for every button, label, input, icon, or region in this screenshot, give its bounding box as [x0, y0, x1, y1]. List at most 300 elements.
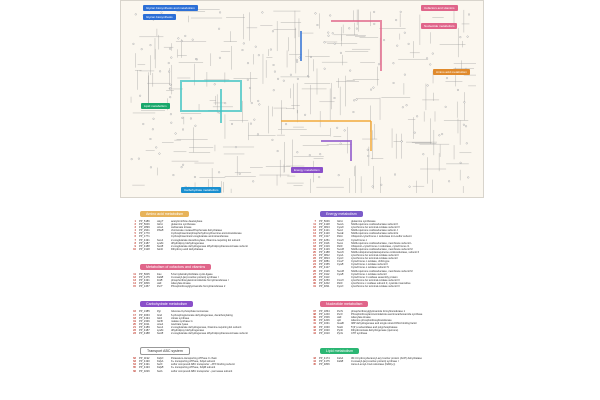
- enzyme-name: 3R-3-hydroxydecanoyl-acyl carrier protein (ACP) dehydratase: [351, 356, 422, 360]
- gene-number: 30: [313, 281, 316, 285]
- gene-symbol: SulC: [157, 363, 163, 367]
- locus-id: PP_4129: [319, 247, 330, 251]
- legend-row: [304, 363, 480, 366]
- locus-id: PP_0126: [319, 269, 330, 273]
- enzyme-name: Cytochrome c oxidase subunit II: [351, 263, 388, 267]
- enzyme-name: 2-oxoglutarate dehydrogenase dihydrolipoyltranssuccinase subunit: [171, 332, 248, 336]
- gene-symbol: CyoB: [337, 272, 344, 276]
- compound-node: [309, 154, 311, 156]
- compound-node: [247, 79, 249, 81]
- enzyme-name: NADH-quinone oxidoreductase subunit K: [351, 223, 399, 227]
- compound-node: [255, 46, 257, 48]
- enzyme-name: Phosphoribosylglycinamide formyltransferase 2: [171, 285, 226, 289]
- legend-row: [124, 285, 300, 288]
- gene-number: 17: [133, 313, 136, 317]
- enzyme-name: CTP synthase: [351, 331, 368, 335]
- compound-node: [257, 134, 259, 136]
- compound-node: [243, 43, 245, 45]
- section-title: Transport ABC system: [140, 347, 190, 355]
- compound-node: [170, 87, 172, 89]
- gene-symbol: PurN: [337, 310, 343, 314]
- gene-symbol: NuoA: [337, 223, 344, 227]
- gene-number: 19: [313, 247, 316, 251]
- gene-symbol: FabB: [337, 359, 344, 363]
- gene-number: 24: [313, 263, 316, 267]
- gene-symbol: NuoM: [337, 269, 344, 273]
- compound-node: [249, 87, 251, 89]
- compound-node: [141, 48, 143, 50]
- enzyme-name: Ubiquinol-cytochrome c reductase iron-sulfur subunit: [351, 235, 412, 239]
- gene-number: 14: [313, 232, 316, 236]
- locus-id: PP_4127: [319, 266, 330, 270]
- compound-node: [169, 96, 171, 98]
- enzyme-name: K+ transporting ATPase, KdpA subunit: [171, 360, 216, 364]
- gene-number: 20: [133, 322, 136, 326]
- compound-node: [150, 138, 152, 140]
- locus-id: PP_4191: [139, 279, 150, 283]
- gene-number: 29: [313, 278, 316, 282]
- gene-symbol: LpdG: [157, 241, 164, 245]
- gene-number: 8: [134, 241, 136, 245]
- locus-id: PP_0813: [319, 257, 330, 261]
- compound-node: [393, 62, 395, 64]
- locus-id: PP_4120: [319, 232, 330, 236]
- compound-node: [285, 123, 287, 125]
- gene-symbol: PetA: [337, 235, 343, 239]
- gene-number: 19: [133, 319, 136, 323]
- enzyme-name: phosphoribosylglycinamide formyltransferase 1: [351, 310, 406, 314]
- locus-id: PP_3128: [139, 247, 150, 251]
- gene-symbol: NuoL: [337, 241, 344, 245]
- enzyme-name: 3-oxoacyl-[acyl-carrier-protein] synthase I: [351, 359, 399, 363]
- legend-right-column: [304, 202, 480, 370]
- enzyme-name: NADH-quinone oxidoreductase, membrane subunit L: [351, 241, 412, 245]
- gene-symbol: CyoD: [337, 226, 344, 230]
- gene-symbol: SucA: [157, 325, 164, 329]
- compound-node: [135, 14, 137, 16]
- gene-symbol: CcoP: [337, 260, 344, 264]
- enzyme-name: phosphoribosylaminoimidazole formyltransferase I: [171, 279, 229, 283]
- compound-node: [383, 39, 385, 41]
- section-title: Amino acid metabolism: [140, 211, 189, 217]
- enzyme-name: Dihydroxy-acid dehydratase: [171, 247, 204, 251]
- compound-node: [139, 95, 141, 97]
- compound-node: [370, 89, 372, 91]
- gene-number: 5: [134, 232, 136, 236]
- locus-id: PP_1031: [319, 322, 330, 326]
- enzyme-name: isocitrate lyase: [171, 322, 189, 326]
- compound-node: [182, 117, 184, 119]
- compound-node: [277, 78, 279, 80]
- compound-node: [273, 89, 275, 91]
- compound-node: [467, 36, 469, 38]
- compound-node: [466, 143, 468, 145]
- gene-symbol: FabA: [337, 356, 344, 360]
- locus-id: PP_4187: [139, 328, 150, 332]
- compound-node: [319, 153, 321, 155]
- gene-number: 43: [313, 328, 316, 332]
- gene-number: 15: [313, 235, 316, 239]
- gene-number: 28: [313, 275, 316, 279]
- locus-id: PP_0112: [319, 272, 330, 276]
- compound-node: [181, 166, 183, 168]
- enzyme-name: carbamate kinase: [171, 226, 192, 230]
- locus-id: PP_4881: [319, 260, 330, 264]
- locus-id: PP_4206: [319, 319, 330, 323]
- gene-number: 10: [133, 247, 136, 251]
- gene-number: 21: [313, 254, 316, 258]
- compound-node: [327, 32, 329, 34]
- gene-symbol: GlcB: [157, 319, 163, 323]
- enzyme-name: NADH-ubiquinone/plastoquinone oxidoreductase, subunit 6: [351, 250, 420, 254]
- compound-node: [195, 125, 197, 127]
- compound-node: [402, 106, 404, 108]
- section-title: Nucleotide metabolism: [320, 301, 368, 307]
- enzyme-name: chorismate mutase/Prephenate dehydratase: [171, 229, 223, 233]
- locus-id: PP_1771: [139, 235, 150, 239]
- enzyme-name: dihydrolipoyl dehydrogenase: [171, 241, 205, 245]
- compound-node: [247, 62, 249, 64]
- locus-id: PP_4250: [319, 278, 330, 282]
- locus-id: PP_4191: [139, 238, 150, 242]
- compound-node: [427, 85, 429, 87]
- compound-node: [353, 111, 355, 113]
- legend-row: [124, 370, 300, 373]
- compound-node: [426, 58, 428, 60]
- compound-node: [182, 129, 184, 131]
- gene-number: 9: [134, 244, 136, 248]
- compound-node: [181, 40, 183, 42]
- compound-node: [250, 123, 252, 125]
- compound-node: [150, 167, 152, 169]
- gene-symbol: NuoJ: [337, 229, 344, 233]
- compound-node: [432, 53, 434, 55]
- gene-number: 16: [313, 238, 316, 242]
- locus-id: PP_5186: [139, 220, 150, 223]
- gene-symbol: SerD: [157, 247, 163, 251]
- compound-node: [142, 123, 144, 125]
- locus-id: PP_4189: [139, 325, 150, 329]
- locus-id: PP_4194: [139, 316, 150, 320]
- gene-number: 23: [133, 332, 136, 336]
- gene-number: 23: [313, 260, 316, 264]
- locus-id: PP_4806: [139, 282, 150, 286]
- enzyme-name: trans-2-enoyl-CoA reductase (NAD(+)): [351, 363, 396, 366]
- compound-node: [262, 12, 264, 14]
- compound-node: [372, 186, 374, 188]
- compound-node: [404, 32, 406, 34]
- gene-number: 3: [134, 226, 136, 230]
- compound-node: [192, 39, 194, 41]
- gene-symbol: KdpC: [157, 357, 164, 361]
- gene-number: 37: [313, 310, 316, 314]
- locus-id: PP_2336: [139, 319, 150, 323]
- compound-node: [336, 127, 338, 129]
- compound-node: [235, 146, 237, 148]
- locus-id: PP_4175: [139, 276, 150, 280]
- gene-symbol: Pgi: [157, 310, 161, 314]
- gene-number: 27: [313, 272, 316, 276]
- compound-node: [445, 106, 447, 108]
- legend-row: [304, 332, 480, 335]
- locus-id: PP_0812: [319, 254, 330, 258]
- compound-node: [348, 28, 350, 30]
- gene-number: 12: [133, 276, 136, 280]
- gene-number: 66: [133, 369, 136, 373]
- enzyme-name: cytochrome bo terminal oxidase subunit III: [351, 284, 400, 288]
- enzyme-name: Ubiquinol--cytochrome c reductase, cytochrome c1: [351, 244, 410, 248]
- enzyme-name: citrate synthase: [171, 316, 190, 320]
- section-transport: [124, 339, 300, 372]
- gene-symbol: PurC: [337, 313, 343, 317]
- compound-node: [270, 49, 272, 51]
- gene-number: 2: [134, 223, 136, 227]
- gene-number: 62: [133, 357, 136, 361]
- compound-node: [168, 71, 170, 73]
- enzyme-name: 3-oxoacyl-[acyl-carrier-protein] synthase I: [171, 276, 219, 280]
- enzyme-name: 6-phosphogluconate dehydrogenase, decarboxylating: [171, 313, 233, 317]
- gene-symbol: CyoA: [337, 254, 344, 258]
- enzyme-name: malate synthase G: [171, 319, 193, 323]
- enzyme-name: Glucose-6-phosphate isomerase: [171, 310, 209, 314]
- gene-symbol: GuaB: [337, 322, 344, 326]
- compound-node: [381, 184, 383, 186]
- compound-node: [423, 153, 425, 155]
- compound-node: [169, 48, 171, 50]
- enzyme-name: cytochrome c oxidase subunit 3, cyanide insensitive: [351, 281, 411, 285]
- gene-symbol: Fau: [157, 272, 162, 276]
- compound-node: [218, 171, 220, 173]
- gene-symbol: NuoN: [337, 250, 344, 254]
- gene-symbol: SucA: [157, 238, 164, 242]
- locus-id: PP_4188: [139, 332, 150, 336]
- gene-symbol: KdpA: [157, 360, 164, 364]
- gene-legend: [120, 198, 484, 400]
- compound-node: [307, 75, 309, 77]
- compound-node: [171, 57, 173, 59]
- locus-id: PP_4190: [139, 360, 150, 364]
- legend-left-column: [124, 202, 300, 377]
- compound-node: [401, 141, 403, 143]
- map-label-carbohydrate: Carbohydrate metabolism: [181, 187, 221, 193]
- compound-node: [439, 134, 441, 136]
- gene-symbol: SucB: [157, 244, 164, 248]
- gene-symbol: LpdG: [157, 328, 164, 332]
- compound-node: [318, 176, 320, 178]
- compound-node: [239, 173, 241, 175]
- compound-node: [218, 28, 220, 30]
- compound-node: [219, 57, 221, 59]
- highlighted-pathway: [181, 81, 241, 111]
- gene-number: 63: [133, 360, 136, 364]
- enzyme-name: Cytochrome c: [351, 238, 367, 242]
- compound-node: [356, 28, 358, 30]
- compound-node: [242, 49, 244, 51]
- gene-symbol: Gnd: [157, 313, 162, 317]
- locus-id: PP_1457: [139, 285, 150, 289]
- compound-node: [152, 128, 154, 130]
- enzyme-name: Adenine phosphoribosyltransferase: [351, 319, 392, 323]
- gene-number: 16: [133, 310, 136, 314]
- enzyme-name: cytochrome bo terminal oxidase subunit III: [351, 278, 400, 282]
- locus-id: PP_3226: [139, 369, 150, 373]
- enzyme-name: 5'(3')-nucleotidase and polyphosphatase: [351, 325, 398, 329]
- compound-node: [170, 84, 172, 86]
- locus-id: PP_0113: [319, 275, 330, 279]
- map-label-glycan-biosynthesis: Glycan biosynthesis: [143, 14, 176, 20]
- compound-node: [257, 100, 259, 102]
- compound-node: [409, 186, 411, 188]
- legend-row: [304, 285, 480, 288]
- enzyme-name: sulfur compound ABC transporter - permease subunit: [171, 369, 233, 373]
- compound-node: [296, 59, 298, 61]
- locus-id: PP_3155: [319, 263, 330, 267]
- enzyme-name: cytochrome bo terminal oxidase subunit IV: [351, 226, 400, 230]
- locus-id: PP_4188: [319, 250, 330, 254]
- compound-node: [353, 100, 355, 102]
- gene-symbol: SulA: [157, 369, 163, 373]
- enzyme-name: dihydrolipoyl dehydrogenase: [171, 328, 205, 332]
- gene-number: 22: [133, 328, 136, 332]
- compound-node: [224, 102, 226, 104]
- gene-number: 45: [313, 363, 316, 366]
- enzyme-name: 2-oxoglutarate dehydrogenase dihydrolipoyltranssuccinase subunit: [171, 244, 248, 248]
- gene-number: 20: [313, 250, 316, 254]
- compound-node: [356, 99, 358, 101]
- section-carbohydrate: [124, 292, 300, 335]
- compound-node: [219, 12, 221, 14]
- section-title: Carbohydrate metabolism: [140, 301, 193, 307]
- gene-symbol: GltA: [157, 316, 163, 320]
- enzyme-name: 3-phosphoserine/2-oxoglutarate aminotransferase: [171, 235, 229, 239]
- compound-node: [170, 122, 172, 124]
- locus-id: PP_1610: [319, 331, 330, 335]
- section-energy: [304, 202, 480, 288]
- gene-symbol: AnsA: [157, 226, 164, 230]
- gene-symbol: PyrG: [337, 331, 343, 335]
- compound-node: [153, 118, 155, 120]
- enzyme-name: Cytochrome c oxidase subunit I: [351, 272, 388, 276]
- locus-id: PP_4811: [319, 284, 330, 288]
- section-cofactors: [124, 255, 300, 288]
- locus-id: PP_0116: [319, 241, 330, 245]
- section-title: Metabolism of cofactors and vitamins: [140, 264, 211, 270]
- gene-number: 31: [313, 284, 316, 288]
- compound-node: [155, 147, 157, 149]
- enzyme-name: 5-formyltetrahydrofolate cyclo-ligase: [171, 272, 213, 276]
- gene-symbol: SucB: [157, 332, 164, 336]
- gene-number: 18: [313, 244, 316, 248]
- gene-symbol: PetC: [337, 281, 343, 285]
- locus-id: PP_5046: [139, 223, 150, 227]
- compound-node: [378, 63, 380, 65]
- compound-node: [340, 143, 342, 145]
- gene-number: 4: [134, 229, 136, 233]
- gene-symbol: Adk: [157, 282, 162, 286]
- compound-node: [416, 115, 418, 117]
- locus-id: PP_1319: [319, 244, 330, 248]
- compound-node: [373, 87, 375, 89]
- compound-node: [173, 174, 175, 176]
- enzyme-name: cytochrome bo terminal oxidase subunit II: [351, 254, 399, 258]
- locus-id: PP_4251: [319, 238, 330, 242]
- compound-node: [273, 64, 275, 66]
- locus-id: PP_0813: [319, 226, 330, 230]
- gene-number: 18: [133, 316, 136, 320]
- enzyme-name: Dihydroorotate dehydrogenase (quinone): [351, 328, 399, 332]
- compound-node: [441, 133, 443, 135]
- compound-node: [310, 56, 312, 58]
- compound-node: [344, 130, 346, 132]
- compound-node: [150, 44, 152, 46]
- locus-id: PP_4175: [319, 359, 330, 363]
- gene-symbol: NuoM: [337, 247, 344, 251]
- gene-symbol: PheB: [157, 229, 164, 233]
- gene-symbol: CcoO: [337, 278, 344, 282]
- gene-symbol: FabB: [157, 276, 164, 280]
- gene-number: 43: [313, 356, 316, 360]
- compound-node: [395, 19, 397, 21]
- gene-symbol: Adk: [337, 316, 342, 320]
- compound-node: [297, 151, 299, 153]
- locus-id: PP_1240: [319, 313, 330, 317]
- compound-node: [406, 104, 408, 106]
- section-title: Energy metabolism: [320, 211, 363, 217]
- enzyme-name: Cytochrome c oxidase, cbb3-type: [351, 260, 390, 264]
- compound-node: [446, 77, 448, 79]
- gene-symbol: GlnA: [337, 220, 343, 223]
- compound-node: [290, 74, 292, 76]
- compound-node: [367, 155, 369, 157]
- gene-number: 44: [313, 359, 316, 363]
- gene-symbol: FolB: [157, 279, 163, 283]
- compound-node: [448, 180, 450, 182]
- compound-node: [373, 11, 375, 13]
- compound-node: [214, 84, 216, 86]
- gene-symbol: Apt: [337, 319, 341, 323]
- compound-node: [272, 30, 274, 32]
- locus-id: PP_1770: [139, 232, 150, 236]
- legend-row: [124, 332, 300, 335]
- compound-node: [367, 149, 369, 151]
- compound-node: [170, 113, 172, 115]
- compound-node: [349, 70, 351, 72]
- enzyme-name: Cytochrome o oxidase subunit IV: [351, 266, 390, 270]
- gene-number: 13: [133, 279, 136, 283]
- enzyme-name: K+ transporting ATPase, KdpB subunit: [171, 366, 216, 370]
- metabolic-pathway-map: [120, 0, 484, 198]
- compound-node: [254, 119, 256, 121]
- compound-node: [182, 164, 184, 166]
- gene-symbol: CyoB: [337, 263, 344, 267]
- gene-symbol: NrdA: [337, 325, 343, 329]
- gene-number: 22: [313, 257, 316, 261]
- gene-symbol: PyrD: [337, 328, 343, 332]
- enzyme-name: NADH-quinone oxidoreductase, membrane subunit M: [351, 247, 413, 251]
- compound-node: [338, 174, 340, 176]
- compound-node: [460, 36, 462, 38]
- gene-symbol: CyoC: [337, 257, 344, 261]
- locus-id: PP_5005: [139, 272, 150, 276]
- gene-symbol: PurT: [157, 285, 163, 289]
- enzyme-name: glutamine synthetase: [351, 220, 376, 223]
- enzyme-name: 2-oxoglutarate decarboxylase, thiamine-requiring E1 subunit: [171, 238, 241, 242]
- map-label-lipid: Lipid metabolism: [141, 103, 170, 109]
- gene-number: 14: [133, 282, 136, 286]
- gene-symbol: [337, 363, 351, 366]
- enzyme-name: cytochrome bo terminal oxidase subunit I: [351, 257, 399, 261]
- enzyme-name: sulfur compound ABC transporter - ATP-binding subunit: [171, 363, 235, 367]
